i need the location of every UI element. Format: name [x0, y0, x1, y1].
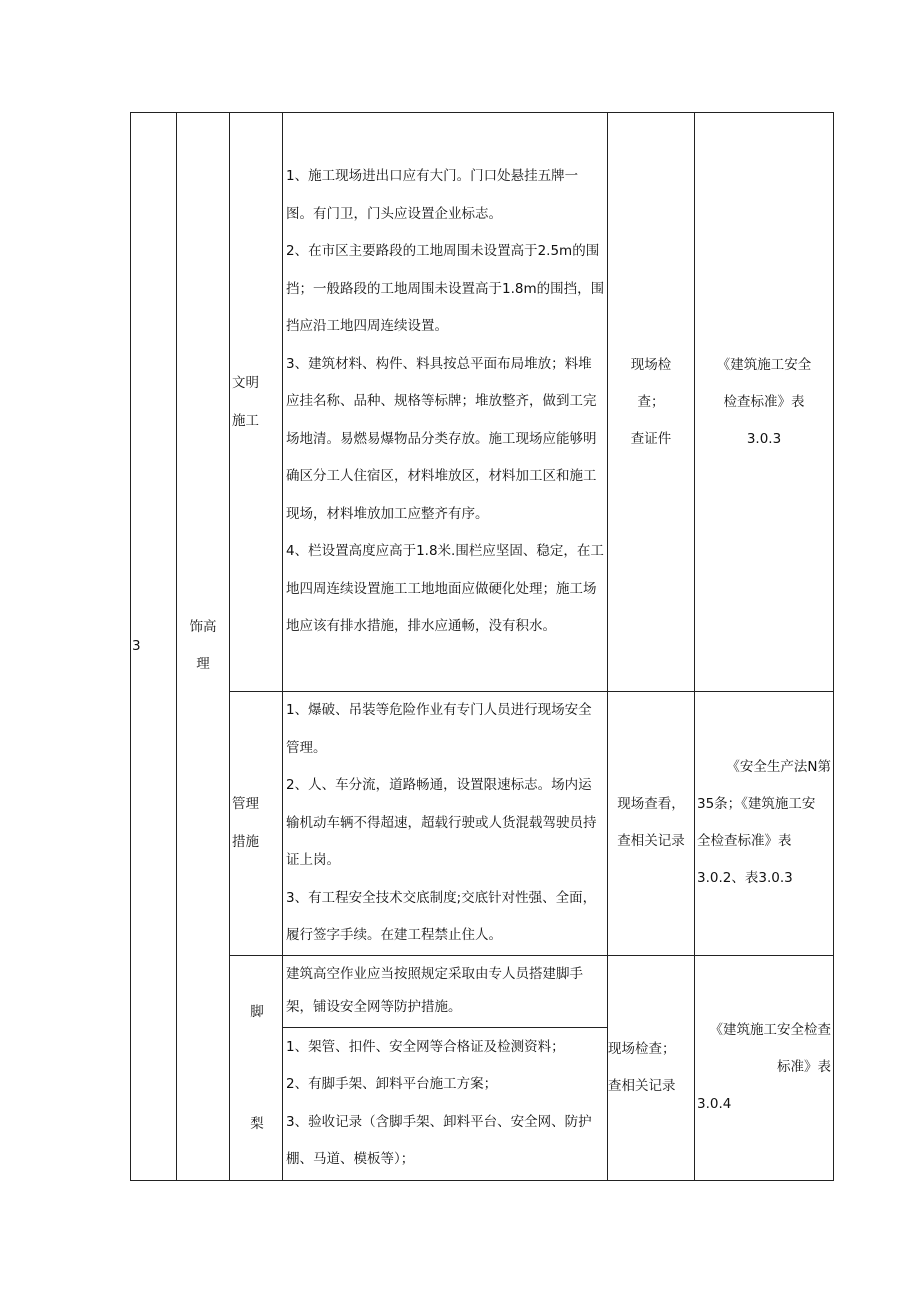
section-name-line: 施工	[232, 413, 259, 429]
table-row	[131, 955, 834, 1028]
method-line: 现场检查；	[608, 1040, 676, 1057]
content-cell	[283, 113, 608, 692]
table-row	[131, 692, 834, 956]
content-item: 2、人、车分流，道路畅通，设置限速标志。场内运输机动车辆不得超速，超载行驶或人货混载驾驶员持证上岗。	[286, 777, 597, 868]
method-line: 查相关记录	[608, 1077, 676, 1094]
content-item: 2、有脚手架、卸料平台施工方案；	[286, 1076, 498, 1093]
basis-line: 检查标准》表	[723, 393, 805, 410]
basis-line: 《建筑施工安全检查	[709, 1022, 831, 1038]
section-name-cell	[230, 692, 283, 956]
section-name-cell	[230, 955, 283, 1180]
basis-line: 《安全生产法N第	[726, 759, 831, 776]
method-cell	[608, 692, 695, 956]
basis-line: 3.0.3	[746, 430, 782, 447]
basis-cell	[695, 692, 834, 956]
method-cell	[608, 955, 695, 1180]
method-line: 现场检	[630, 356, 672, 373]
section-name-line: 脚	[250, 1003, 264, 1020]
content-item: 1、爆破、吊装等危险作业有专门人员进行现场安全管理。	[286, 702, 592, 756]
content-item: 1、架管、扣件、安全网等合格证及检测资料；	[286, 1038, 565, 1055]
content-item: 3、有工程安全技术交底制度;交底针对性强、全面，履行签字手续。在建工程禁止住人。	[286, 889, 597, 943]
section-name-line: 管理	[232, 796, 259, 813]
method-cell	[608, 113, 695, 692]
table-row	[131, 113, 834, 692]
inspection-table	[130, 112, 834, 1181]
section-name-line: 文明	[232, 375, 259, 391]
basis-cell	[695, 113, 834, 692]
basis-line: 《建筑施工安全	[716, 356, 812, 373]
section-name-line: 措施	[232, 834, 259, 851]
content-item: 3、建筑材料、构件、料具按总平面布局堆放；料堆应挂名称、品种、规格等标牌；堆放整齐，做到工完场地清。易燃易爆物品分类存放。施工现场应能够明确区分工人住宿区，材料堆放区，材料加工区和施工现场，材料堆放加工应整齐有序。	[286, 355, 597, 522]
method-line: 现场查看，	[617, 796, 685, 813]
category-line: 饰高	[189, 619, 217, 636]
section-name-cell	[230, 113, 283, 692]
method-line: 查；	[637, 393, 665, 410]
content-cell	[283, 692, 608, 956]
content-cell	[283, 1028, 608, 1180]
content-item: 2、在市区主要路段的工地周围未设置高于2.5m的围挡；一般路段的工地周围未设置高于1.8m的围挡，围挡应沿工地四周连续设置。	[286, 243, 605, 335]
content-item: 建筑高空作业应当按照规定采取由专人员搭建脚手架，铺设安全网等防护措施。	[286, 966, 583, 1016]
basis-line: 全检查标准》表	[697, 833, 792, 850]
basis-line: 标准》表	[777, 1059, 831, 1075]
method-line: 查证件	[630, 430, 672, 447]
basis-line: 35条；《建筑施工安	[697, 796, 816, 813]
content-item: 4、栏设置高度应高于1.8米.围栏应坚固、稳定，在工地四周连续设置施工工地地面应做硬化处理；施工场地应该有排水措施，排水应通畅，没有积水。	[286, 543, 604, 635]
content-item: 3、验收记录（含脚手架、卸料平台、安全网、防护棚、马道、模板等）；	[286, 1113, 592, 1168]
category-line: 理	[196, 656, 210, 673]
category-cell	[177, 113, 230, 1181]
basis-line: 3.0.4	[697, 1096, 732, 1112]
row-number: 3	[131, 113, 177, 1181]
basis-line: 3.0.2、表3.0.3	[697, 870, 793, 887]
basis-cell	[695, 955, 834, 1180]
content-cell	[283, 955, 608, 1028]
content-item: 1、施工现场进出口应有大门。门口处悬挂五牌一图。有门卫，门头应设置企业标志。	[286, 168, 579, 222]
method-line: 查相关记录	[617, 833, 685, 850]
section-name-line: 梨	[250, 1115, 264, 1132]
